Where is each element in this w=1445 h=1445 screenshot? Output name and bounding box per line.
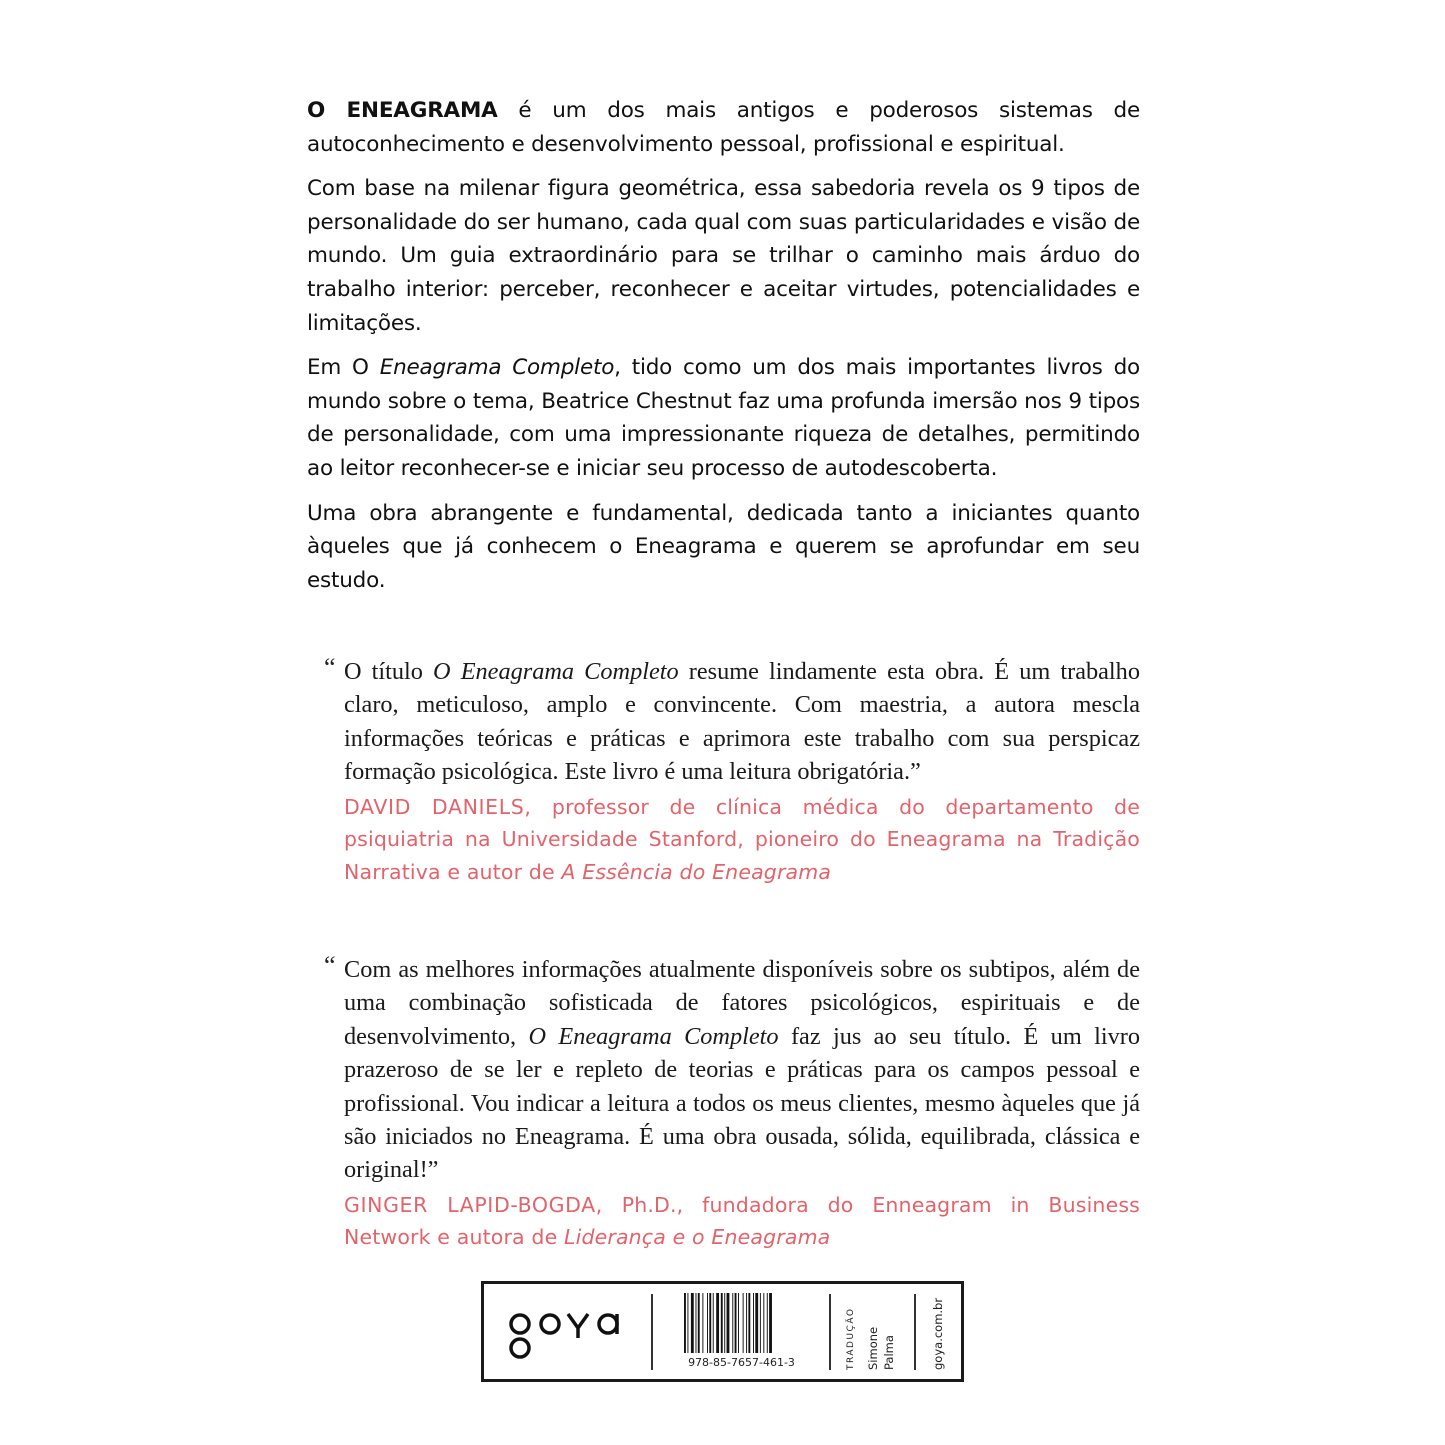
publisher-footer	[481, 1281, 964, 1382]
testimonial-2	[324, 951, 1140, 1254]
testimonial-1	[324, 653, 1140, 888]
testimonial-1-author-name: DAVID DANIELS,	[344, 794, 532, 819]
intro-p3-after: , tido como um dos mais importantes livros do mundo sobre o tema, Beatrice Chestnut faz uma profunda imersão nos 9 tipos de personalidade, com uma impressionante riqueza de detalhes, permitindo ao leitor reconhecer-se e iniciar seu processo de autodescoberta.	[307, 355, 1140, 481]
isbn-number: 978-85-7657-461-3	[688, 1356, 795, 1369]
testimonial-2-author	[344, 1189, 1140, 1254]
testimonial-2-title: O Eneagrama Completo	[528, 1022, 779, 1050]
testimonial-1-before: O título	[344, 658, 434, 685]
intro-p1-text: é um dos mais antigos e poderosos sistemas de autoconhecimento e desenvolvimento pessoal, profissional e espiritual.	[307, 98, 1140, 157]
translator-name: Simone Palma	[866, 1326, 896, 1370]
divider	[829, 1294, 831, 1370]
quote-mark: “	[324, 951, 336, 980]
testimonial-1-text	[344, 655, 1140, 789]
testimonial-1-author	[344, 791, 1140, 889]
testimonial-2-after: faz jus ao seu título. É um livro prazeroso de se ler e repleto de teorias e práticas para os campos pessoal e profissional. Vou indicar a leitura a todos os meus clientes, mesmo àqueles que já são iniciados no Eneagrama. É uma obra ousada, sólida, equilibrada, clássica e original!”	[344, 1022, 1140, 1184]
intro-paragraph-4: Uma obra abrangente e fundamental, dedicada tanto a iniciantes quanto àqueles que já conhecem o Eneagrama e querem se aprofundar em seu estudo.	[307, 500, 1140, 593]
barcode-icon	[684, 1293, 798, 1353]
intro-paragraph-1	[307, 94, 1140, 161]
divider	[651, 1294, 653, 1370]
testimonial-2-before: Com as melhores informações atualmente disponíveis sobre os subtipos, além de uma combinação sofisticada de fatores psicológicos, espirituais e de desenvolvimento,	[344, 956, 1140, 1050]
divider	[914, 1294, 916, 1370]
testimonial-2-author-name: GINGER LAPID-BOGDA,	[344, 1192, 603, 1217]
intro-paragraph-2: Com base na milenar figura geométrica, essa sabedoria revela os 9 tipos de personalidade do ser humano, cada qual com suas particularidades e visão de mundo. Um guia extraordinário para se trilhar o caminho mais árduo do trabalho interior: perceber, reconhecer e aceitar virtudes, potencialidades e limitações.	[307, 176, 1140, 336]
testimonial-1-after: resume lindamente esta obra. É um trabalho claro, meticuloso, amplo e convincente. Com maestria, a autora mescla informações teóricas e práticas e aprimora este trabalho com sua perspicaz formação psicológica. Este livro é uma leitura obrigatória.”	[344, 658, 1140, 786]
testimonial-2-author-book: Liderança e o Eneagrama	[564, 1225, 831, 1250]
testimonial-1-author-desc: professor de clínica médica do departamento de psiquiatria na Universidade Stanford, pioneiro do Eneagrama na Tradição Narrativa e autor de	[344, 794, 1140, 884]
quote-mark: “	[324, 653, 336, 682]
intro-p3-book-title: Eneagrama Completo	[379, 355, 615, 381]
goya-logo-icon	[508, 1296, 628, 1376]
translation-label: TRADUÇÃO	[846, 1307, 856, 1370]
intro-paragraph-3	[307, 351, 1140, 485]
testimonial-1-author-book: A Essência do Eneagrama	[561, 859, 832, 884]
testimonial-1-title: O Eneagrama Completo	[433, 658, 679, 685]
publisher-website: goya.com.br	[931, 1297, 945, 1370]
testimonial-2-text	[344, 953, 1140, 1187]
intro-p3-before: Em O	[307, 355, 380, 381]
intro-text	[307, 94, 1140, 608]
testimonial-2-author-desc: Ph.D., fundadora do Enneagram in Business Network e autora de	[344, 1192, 1140, 1250]
intro-lead: O ENEAGRAMA	[307, 98, 498, 123]
